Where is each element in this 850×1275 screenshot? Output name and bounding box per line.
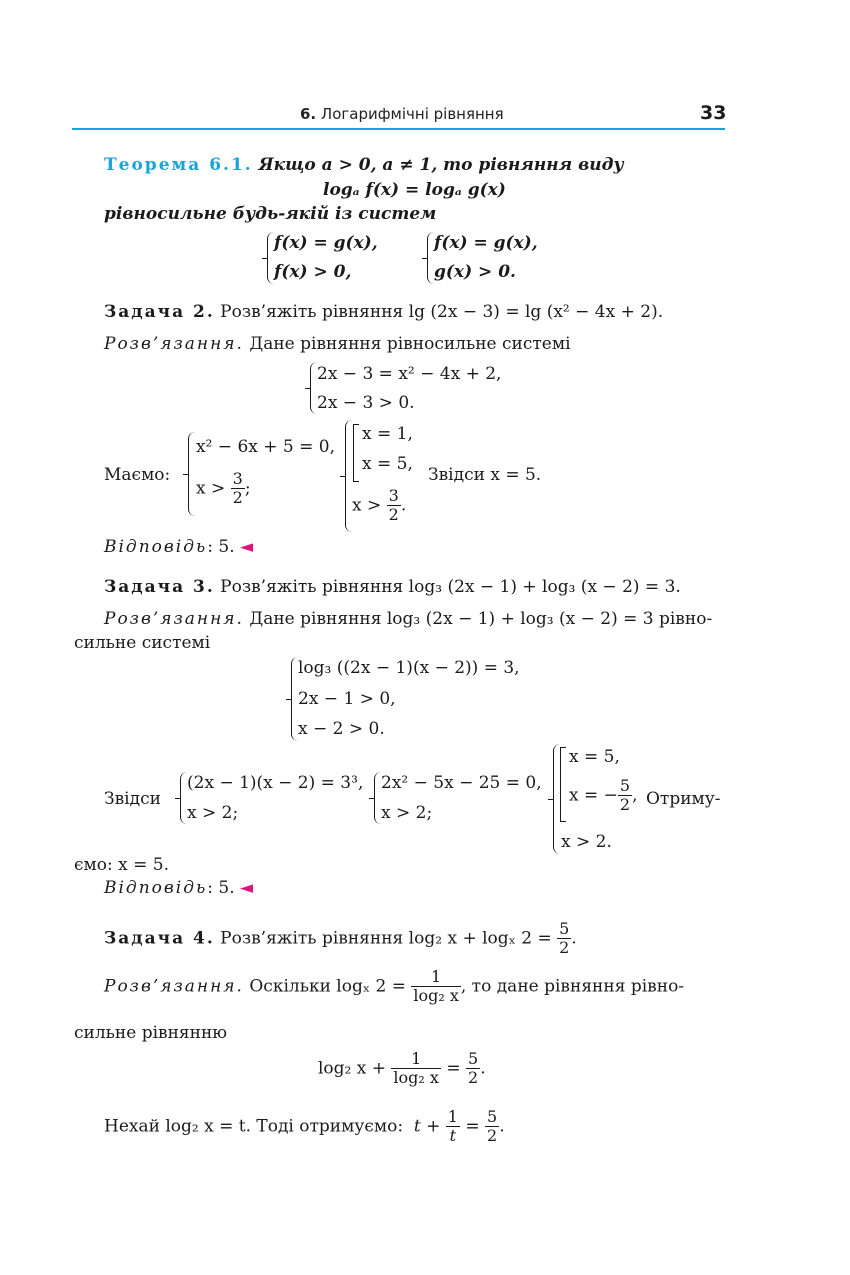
chapter-title: Логарифмічні рівняння <box>320 105 504 123</box>
task3-brace-b <box>374 772 381 824</box>
task2-label: Задача 2. <box>104 302 215 322</box>
end-marker-icon: ◄ <box>240 537 254 557</box>
task2-system-brace <box>310 362 317 414</box>
task2-system-line1: 2x − 3 = x² − 4x + 2, <box>317 364 502 384</box>
task3-answer-line <box>104 878 253 898</box>
task4-statement-fraction: $\frac{5}{2}$ <box>559 919 570 958</box>
theorem-line <box>104 155 624 175</box>
task2-answer-line <box>104 537 253 557</box>
task2-system-line2: 2x − 3 > 0. <box>317 393 415 413</box>
theorem-equation: logₐ f(x) = logₐ g(x) <box>323 180 506 200</box>
task3-statement-line <box>104 577 681 597</box>
task4-let-line: Нехай log₂ x = t. Тоді отримуємо: t + $\frac{1}{t}$ = $\frac{5}{2}$ . <box>104 1107 505 1146</box>
page-number: 33 <box>700 102 727 124</box>
task4-solution-line1 <box>104 968 684 1006</box>
task3-solution-line2: сильне системі <box>74 633 211 653</box>
task2-brace-a <box>188 432 195 516</box>
task3-sys-a-line2: x > 2; <box>187 803 239 823</box>
task3-square-bracket <box>560 747 566 822</box>
task3-solution-label: Розв’язання. <box>104 609 244 629</box>
task3-answer-label: Відповідь <box>104 878 208 898</box>
task3-sys-a-line1: (2x − 1)(x − 2) = 3³, <box>187 773 364 793</box>
task2-statement-line <box>104 302 663 322</box>
task2-brace-b <box>345 420 352 532</box>
task3-sys-c-line1: x = 5, <box>569 747 620 767</box>
task3-system-brace <box>291 657 298 741</box>
chapter-number: 6. <box>300 105 317 123</box>
task2-solution-label: Розв’язання. <box>104 334 244 354</box>
task4-then: , то дане рівняння рівно- <box>460 976 685 997</box>
task4-label: Задача 4. <box>104 928 215 949</box>
task4-statement-line: Задача 4. Розв’яжіть рівняння log₂ x + logₓ 2 = $\frac{5}{2}$ . <box>104 919 577 958</box>
theorem-sys2-line1: f(x) = g(x), <box>434 233 538 253</box>
task2-sys-a-line1: x² − 6x + 5 = 0, <box>196 437 335 457</box>
theorem-sys2-line2: g(x) > 0. <box>434 262 516 282</box>
task3-brace-c <box>553 744 560 854</box>
task3-system-line3: x − 2 > 0. <box>298 719 385 739</box>
task2-sys-b-line3: x > $\frac{3}{2}$ . <box>352 486 407 525</box>
task2-sys-a-line2: x > $\frac{3}{2}$ ; <box>196 469 251 508</box>
task2-solution-line <box>104 334 571 354</box>
task3-system-line2: 2x − 1 > 0, <box>298 689 396 709</box>
task3-sys-c-line2: x = − $\frac{5}{2}$ , <box>569 776 638 815</box>
task2-answer-value: : 5. <box>207 537 235 557</box>
task3-system-line1: log₃ ((2x − 1)(x − 2)) = 3, <box>298 658 520 678</box>
task3-label: Задача 3. <box>104 577 215 597</box>
task3-solution-text: Дане рівняння log₃ (2x − 1) + log₃ (x − 2) = 3 рівно- <box>249 609 713 629</box>
task2-answer-label: Відповідь <box>104 537 208 557</box>
task3-sys-c-line3: x > 2. <box>561 832 612 852</box>
theorem-condition: Якщо a > 0, a ≠ 1, то рівняння виду <box>258 155 624 175</box>
task3-get-word: Отриму- <box>646 789 721 809</box>
theorem-tail: рівносильне будь-якій із систем <box>104 204 437 224</box>
task3-brace-a <box>180 772 187 824</box>
theorem-sys1-line2: f(x) > 0, <box>274 262 352 282</box>
task3-sys-b-line2: x > 2; <box>381 803 433 823</box>
task3-sys-b-line1: 2x² − 5x − 25 = 0, <box>381 773 542 793</box>
task4-statement: Розв’яжіть рівняння log₂ x + logₓ 2 = <box>220 928 552 949</box>
task4-let: Нехай log₂ x = t. Тоді отримуємо: <box>104 1116 404 1137</box>
theorem-sys1-line1: f(x) = g(x), <box>274 233 378 253</box>
theorem-brace-1 <box>267 232 274 284</box>
task4-solution-line2: сильне рівнянню <box>74 1023 228 1043</box>
task2-sys-b-line2: x = 5, <box>362 454 413 474</box>
header-rule <box>72 128 725 130</box>
task2-sys-b-line1: x = 1, <box>362 424 413 444</box>
task4-since: Оскільки logₓ 2 = <box>249 976 406 997</box>
task3-answer-value: : 5. <box>207 878 235 898</box>
task2-solution-text: Дане рівняння рівносильне системі <box>249 334 571 354</box>
task4-solution-label: Розв’язання. <box>104 976 244 997</box>
task3-hence: Звідси <box>104 789 161 809</box>
task3-result: ємо: x = 5. <box>74 855 169 875</box>
theorem-brace-2 <box>427 232 434 284</box>
task3-solution-line1 <box>104 609 712 629</box>
task2-hence: Звідси x = 5. <box>428 465 542 485</box>
task2-statement: Розв’яжіть рівняння lg (2x − 3) = lg (x² − 4x + 2). <box>220 302 664 322</box>
task4-equation: log₂ x + $\frac{1}{\text{log₂ x}}$ = $\frac{5}{2}$ . <box>318 1049 486 1088</box>
task2-square-bracket <box>353 424 359 482</box>
running-header <box>300 105 504 123</box>
task2-have: Маємо: <box>104 465 171 485</box>
end-marker-icon: ◄ <box>240 878 254 898</box>
task3-statement: Розв’яжіть рівняння log₃ (2x − 1) + log₃ (x − 2) = 3. <box>220 577 681 597</box>
task4-since-fraction: $\frac{1}{\text{log₂ x}}$ <box>413 967 459 1006</box>
theorem-label: Теорема 6.1. <box>104 155 253 175</box>
